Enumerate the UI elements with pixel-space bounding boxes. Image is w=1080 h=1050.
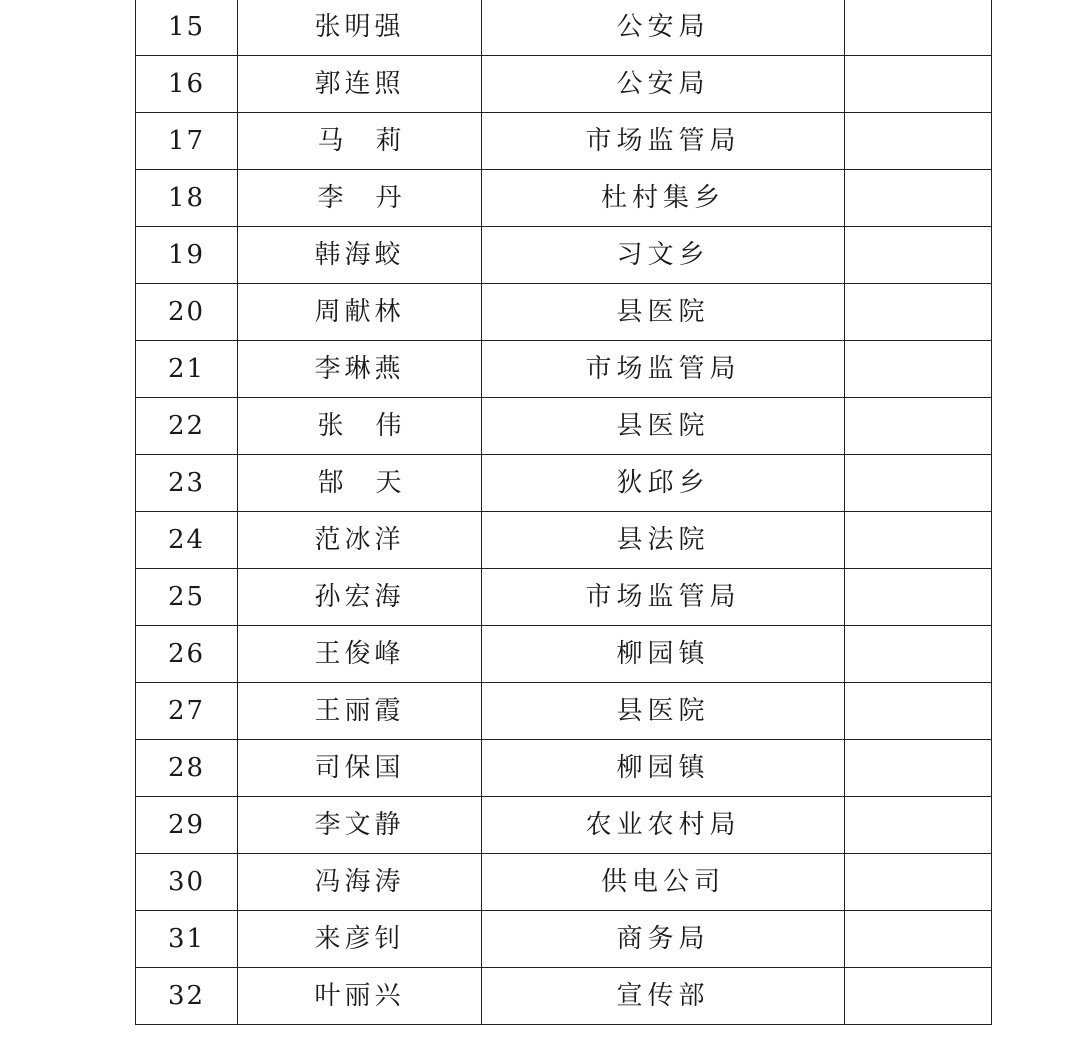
note-cell [845,797,992,854]
name-cell: 李丹 [238,170,482,227]
table-row [136,0,992,56]
name-cell: 孙宏海 [238,569,482,626]
unit-cell: 习文乡 [482,227,845,284]
table-row [136,626,992,683]
name-cell: 范冰洋 [238,512,482,569]
note-cell [845,455,992,512]
row-number-cell: 24 [136,512,238,569]
note-cell [845,56,992,113]
name-cell: 王俊峰 [238,626,482,683]
note-cell [845,911,992,968]
table-row [136,227,992,284]
note-cell [845,398,992,455]
note-cell [845,968,992,1025]
roster-body [136,0,992,1025]
row-number-cell: 28 [136,740,238,797]
unit-cell: 县法院 [482,512,845,569]
note-cell [845,341,992,398]
unit-cell: 狄邱乡 [482,455,845,512]
unit-cell: 县医院 [482,398,845,455]
table-row [136,284,992,341]
row-number-cell: 25 [136,569,238,626]
row-number-cell: 17 [136,113,238,170]
note-cell [845,683,992,740]
unit-cell: 供电公司 [482,854,845,911]
unit-cell: 农业农村局 [482,797,845,854]
name-cell: 郜天 [238,455,482,512]
table-row [136,740,992,797]
note-cell [845,113,992,170]
name-cell: 张伟 [238,398,482,455]
row-number-cell: 26 [136,626,238,683]
unit-cell: 公安局 [482,56,845,113]
note-cell [845,569,992,626]
table-row [136,569,992,626]
row-number-cell: 23 [136,455,238,512]
name-cell: 叶丽兴 [238,968,482,1025]
table-row [136,911,992,968]
table-row [136,398,992,455]
name-cell: 马莉 [238,113,482,170]
unit-cell: 县医院 [482,683,845,740]
note-cell [845,626,992,683]
row-number-cell: 18 [136,170,238,227]
row-number-cell: 20 [136,284,238,341]
note-cell [845,0,992,56]
name-cell: 王丽霞 [238,683,482,740]
unit-cell: 市场监管局 [482,341,845,398]
row-number-cell: 19 [136,227,238,284]
name-cell: 司保国 [238,740,482,797]
table-row [136,683,992,740]
unit-cell: 商务局 [482,911,845,968]
name-cell: 郭连照 [238,56,482,113]
table-row [136,968,992,1025]
unit-cell: 市场监管局 [482,113,845,170]
name-cell: 来彦钊 [238,911,482,968]
row-number-cell: 29 [136,797,238,854]
name-cell: 李文静 [238,797,482,854]
table-row [136,170,992,227]
unit-cell: 公安局 [482,0,845,56]
note-cell [845,854,992,911]
name-cell: 周献林 [238,284,482,341]
row-number-cell: 32 [136,968,238,1025]
table-row [136,341,992,398]
roster-table [135,0,992,1025]
unit-cell: 县医院 [482,284,845,341]
row-number-cell: 30 [136,854,238,911]
name-cell: 李琳燕 [238,341,482,398]
unit-cell: 杜村集乡 [482,170,845,227]
note-cell [845,170,992,227]
unit-cell: 宣传部 [482,968,845,1025]
row-number-cell: 31 [136,911,238,968]
table-row [136,854,992,911]
name-cell: 冯海涛 [238,854,482,911]
note-cell [845,227,992,284]
row-number-cell: 21 [136,341,238,398]
unit-cell: 柳园镇 [482,740,845,797]
unit-cell: 市场监管局 [482,569,845,626]
table-row [136,113,992,170]
table-row [136,56,992,113]
note-cell [845,740,992,797]
row-number-cell: 27 [136,683,238,740]
note-cell [845,284,992,341]
name-cell: 张明强 [238,0,482,56]
unit-cell: 柳园镇 [482,626,845,683]
table-row [136,797,992,854]
name-cell: 韩海蛟 [238,227,482,284]
table-row [136,455,992,512]
row-number-cell: 16 [136,56,238,113]
note-cell [845,512,992,569]
table-row [136,512,992,569]
row-number-cell: 15 [136,0,238,56]
row-number-cell: 22 [136,398,238,455]
